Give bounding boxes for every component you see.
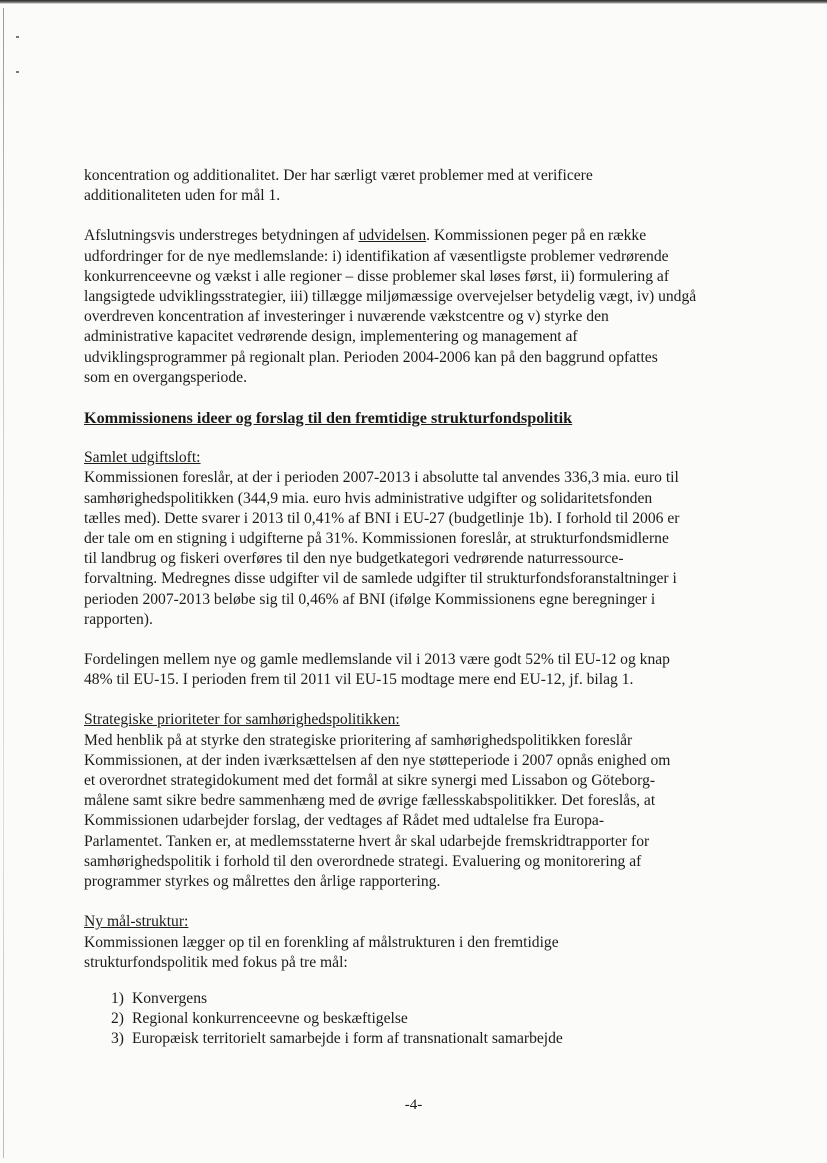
intro-paragraph xyxy=(84,166,736,206)
section-heading: Kommissionens ideer og forslag til den fremtidige strukturfondspolitik xyxy=(84,409,573,428)
text-line: Fordelingen mellem nye og gamle medlemslande vil i 2013 være godt 52% til EU-12 og knap xyxy=(84,651,670,669)
text-line: Kommissionen foreslår, at der i perioden 2007-2013 i absolutte tal anvendes 336,3 mia. euro til xyxy=(84,469,679,487)
text-line: tælles med). Dette svarer i 2013 til 0,41% af BNI i EU-27 (budgetlinje 1b). I forhold til 2006 er xyxy=(84,509,680,527)
text-line: til landbrug og fiskeri overføres til den nye budgetkategori vedrørende naturressource- xyxy=(84,550,624,568)
scan-top-edge xyxy=(0,0,827,4)
text-line: et overordnet strategidokument med det formål at sikre synergi med Lissabon og Göteborg- xyxy=(84,772,656,790)
text-span: Afslutningsvis understreges betydningen af xyxy=(84,227,359,245)
scan-left-edge xyxy=(3,8,4,1158)
text-line: Kommissionen udarbejder forslag, der vedtages af Rådet med udtalelse fra Europa- xyxy=(84,812,605,830)
text-line: der tale om en stigning i udgifterne på 31%. Kommissionen foreslår, at strukturfondsmidlerne xyxy=(84,530,669,548)
udvidelse-underlined-term: udvidelsen xyxy=(358,227,427,245)
text-line: udfordringer for de nye medlemslande: i) identifikation af væsentligste problemer vedrørende xyxy=(84,247,669,265)
list-item xyxy=(84,1009,736,1029)
malstruktur-title: Ny mål-struktur: xyxy=(84,913,189,931)
text-line: målene samt sikre bedre sammenhæng med de øvrige fællesskabspolitikker. Det foreslås, at xyxy=(84,792,656,810)
list-item-text: Europæisk territorielt samarbejde i form af transnationalt samarbejde xyxy=(132,1029,563,1047)
list-item xyxy=(84,1029,736,1049)
fordeling-paragraph xyxy=(84,650,736,690)
text-line: samhørighedspolitik i forhold til den overordnede strategi. Evaluering og monitorering af xyxy=(84,852,642,870)
text-line: additionaliteten uden for mål 1. xyxy=(84,187,281,205)
text-line: administrative kapacitet vedrørende design, implementering og management af xyxy=(84,328,578,346)
list-item-number: 2) xyxy=(111,1009,124,1027)
document-page xyxy=(84,166,736,1049)
text-line: koncentration og additionalitet. Der har særligt været problemer med at verificere xyxy=(84,167,593,184)
strategiske-section xyxy=(84,710,736,892)
scan-mark xyxy=(16,71,19,73)
scan-mark xyxy=(16,36,19,38)
text-line: langsigtede udviklingsstrategier, iii) tillægge miljømæssige overvejelser betydelig vægt, iv) undgå xyxy=(84,288,697,306)
text-span: . Kommissionen peger på en række xyxy=(426,227,647,245)
list-item-text: Konvergens xyxy=(132,989,208,1007)
malstruktur-section xyxy=(84,912,736,1049)
udvidelse-paragraph xyxy=(84,226,736,388)
goal-list xyxy=(84,989,736,1049)
text-line: samhørighedspolitikken (344,9 mia. euro hvis administrative udgifter og solidaritetsfonden xyxy=(84,489,653,507)
text-line: rapporten). xyxy=(84,610,153,628)
list-item-text: Regional konkurrenceevne og beskæftigelse xyxy=(132,1009,408,1027)
strategiske-title: Strategiske prioriteter for samhørighedspolitikken: xyxy=(84,711,400,729)
text-line: forvaltning. Medregnes disse udgifter vil de samlede udgifter til strukturfondsforanstaltninger i xyxy=(84,570,677,588)
text-line: Kommissionen, at der inden iværksættelsen af den nye støtteperiode i 2007 opnås enighed om xyxy=(84,751,671,769)
text-line: udviklingsprogrammer på regionalt plan. Perioden 2004-2006 kan på den baggrund opfattes xyxy=(84,348,658,366)
text-line: perioden 2007-2013 beløbe sig til 0,46% af BNI (ifølge Kommissionens egne beregninger i xyxy=(84,590,656,608)
udgiftsloft-title: Samlet udgiftsloft: xyxy=(84,449,201,467)
text-line: strukturfondspolitik med fokus på tre mål: xyxy=(84,953,348,971)
text-line: Med henblik på at styrke den strategiske prioritering af samhørighedspolitikken foreslår xyxy=(84,731,633,749)
text-line: konkurrenceevne og vækst i alle regioner – disse problemer skal løses først, ii) formulering af xyxy=(84,267,670,285)
text-line: Kommissionen lægger op til en forenkling af målstrukturen i den fremtidige xyxy=(84,933,559,951)
list-item-number: 3) xyxy=(111,1029,124,1047)
text-line: som en overgangsperiode. xyxy=(84,368,247,386)
list-item-number: 1) xyxy=(111,989,124,1007)
text-line: programmer styrkes og målrettes den årlige rapportering. xyxy=(84,873,441,891)
udgiftsloft-section xyxy=(84,448,736,630)
text-line: overdreven koncentration af investeringer i nuværende vækstcentre og v) styrke den xyxy=(84,308,609,326)
page-number: -4- xyxy=(404,1097,423,1113)
text-line: Parlamentet. Tanken er, at medlemsstaterne hvert år skal udarbejde fremskridtrapporter for xyxy=(84,832,650,850)
text-line: 48% til EU-15. I perioden frem til 2011 vil EU-15 modtage mere end EU-12, jf. bilag 1. xyxy=(84,671,634,689)
text-line xyxy=(84,226,736,246)
list-item xyxy=(84,989,736,1009)
